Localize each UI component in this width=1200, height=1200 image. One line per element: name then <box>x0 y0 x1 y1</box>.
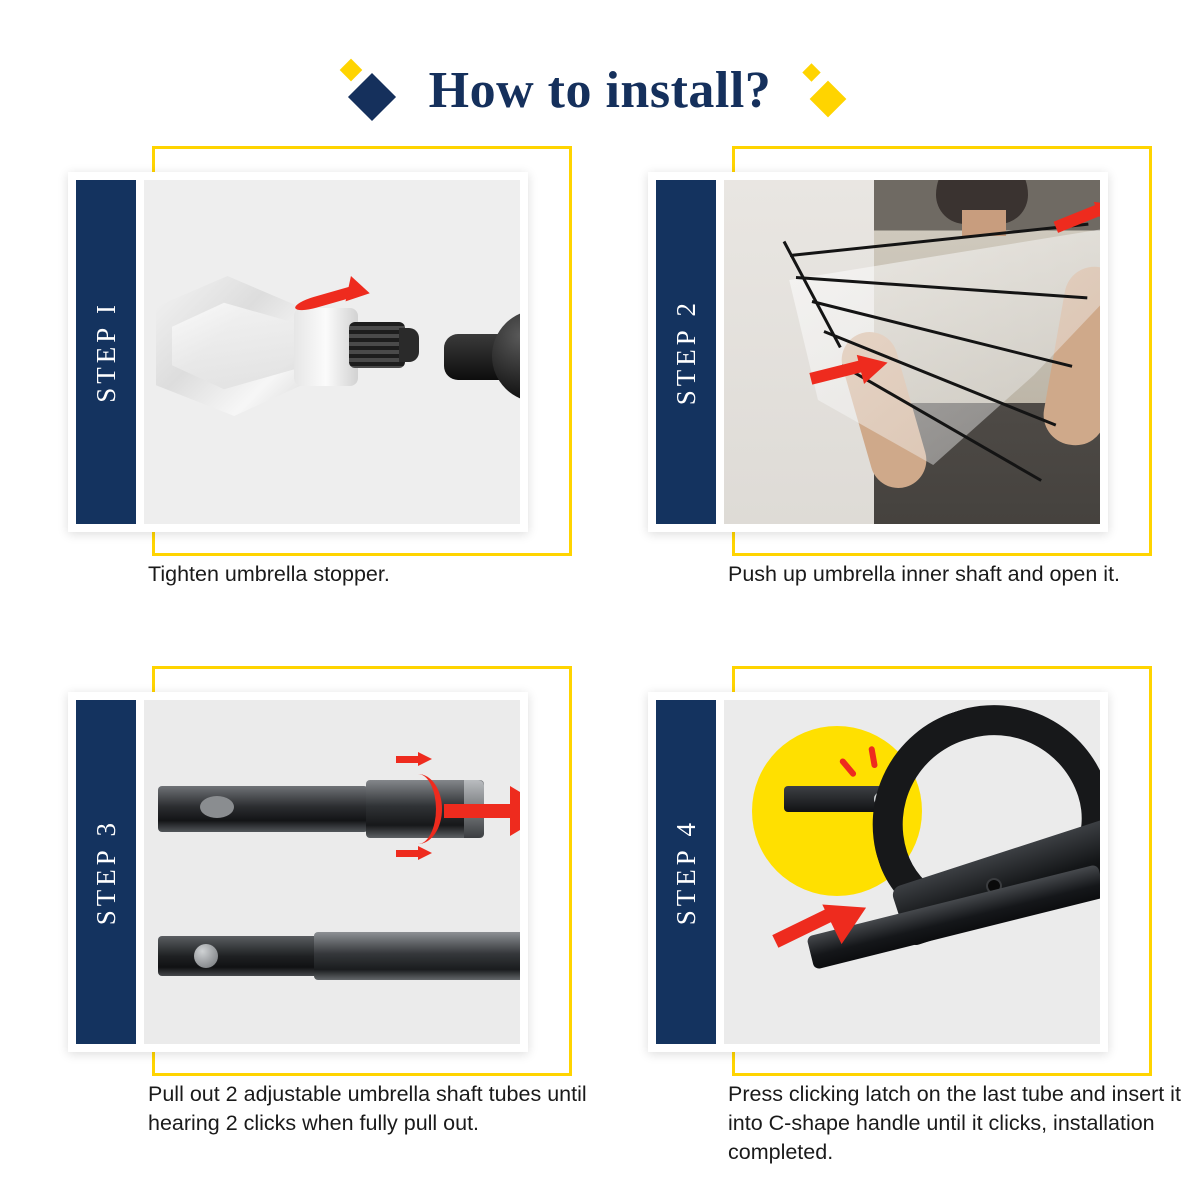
step-tab-label-2: STEP 2 <box>670 298 701 406</box>
shaft-tube-lower-inner <box>314 932 520 980</box>
diamond-navy-icon <box>343 62 403 118</box>
step-image-2 <box>724 180 1100 524</box>
step-tab-1 <box>76 180 136 524</box>
red-arrow-insert-icon <box>772 896 882 954</box>
step-card-body-1 <box>68 172 528 532</box>
step-card-3 <box>60 660 620 1160</box>
screw-tip <box>399 328 419 362</box>
step-card-4 <box>640 660 1200 1165</box>
red-arrow-up-icon <box>1054 198 1100 234</box>
step-caption-3: Pull out 2 adjustable umbrella shaft tubes until hearing 2 clicks when fully pull out. <box>148 1082 587 1136</box>
threaded-screw <box>349 322 405 368</box>
step-image-3 <box>144 700 520 1044</box>
red-arrow-pull-icon <box>444 786 520 836</box>
page-title: How to install? <box>428 61 772 119</box>
step-card-body-4 <box>648 692 1108 1052</box>
step-card-body-3 <box>68 692 528 1052</box>
shaft-tube-lower-outer <box>158 936 318 976</box>
step-caption-2: Push up umbrella inner shaft and open it. <box>728 562 1121 586</box>
step-image-4 <box>724 700 1100 1044</box>
step-card-2 <box>640 140 1200 640</box>
step-tab-4 <box>656 700 716 1044</box>
step-tab-3 <box>76 700 136 1044</box>
step-card-body-2 <box>648 172 1108 532</box>
step-card-1 <box>60 140 620 640</box>
red-arrow-small-bottom-icon <box>396 846 434 860</box>
diamond-yellow-tiny-icon <box>803 63 821 81</box>
diamond-yellow-medium-icon <box>810 81 847 118</box>
step-tab-2 <box>656 180 716 524</box>
step-caption-4: Press clicking latch on the last tube and insert it into C-shape handle until it clicks, installation completed. <box>728 1082 1181 1165</box>
step-tab-label-4: STEP 4 <box>670 818 701 926</box>
red-arrow-small-top-icon <box>396 752 434 766</box>
diamond-navy-large-icon <box>348 73 396 121</box>
red-rotate-arrow-icon <box>294 276 374 320</box>
header <box>0 50 1200 130</box>
diamond-yellow-small-icon <box>339 59 362 82</box>
shaft-tube-outer <box>158 786 368 832</box>
step-tab-label-3: STEP 3 <box>90 818 121 926</box>
red-arrow-push-icon <box>810 352 898 390</box>
steps-grid <box>0 140 1200 1165</box>
step-image-1 <box>144 180 520 524</box>
step-caption-1: Tighten umbrella stopper. <box>148 562 390 586</box>
diamond-yellow-icon <box>797 62 857 118</box>
umbrella-stopper-cap <box>444 310 520 402</box>
step-tab-label-1: STEP I <box>90 301 121 403</box>
